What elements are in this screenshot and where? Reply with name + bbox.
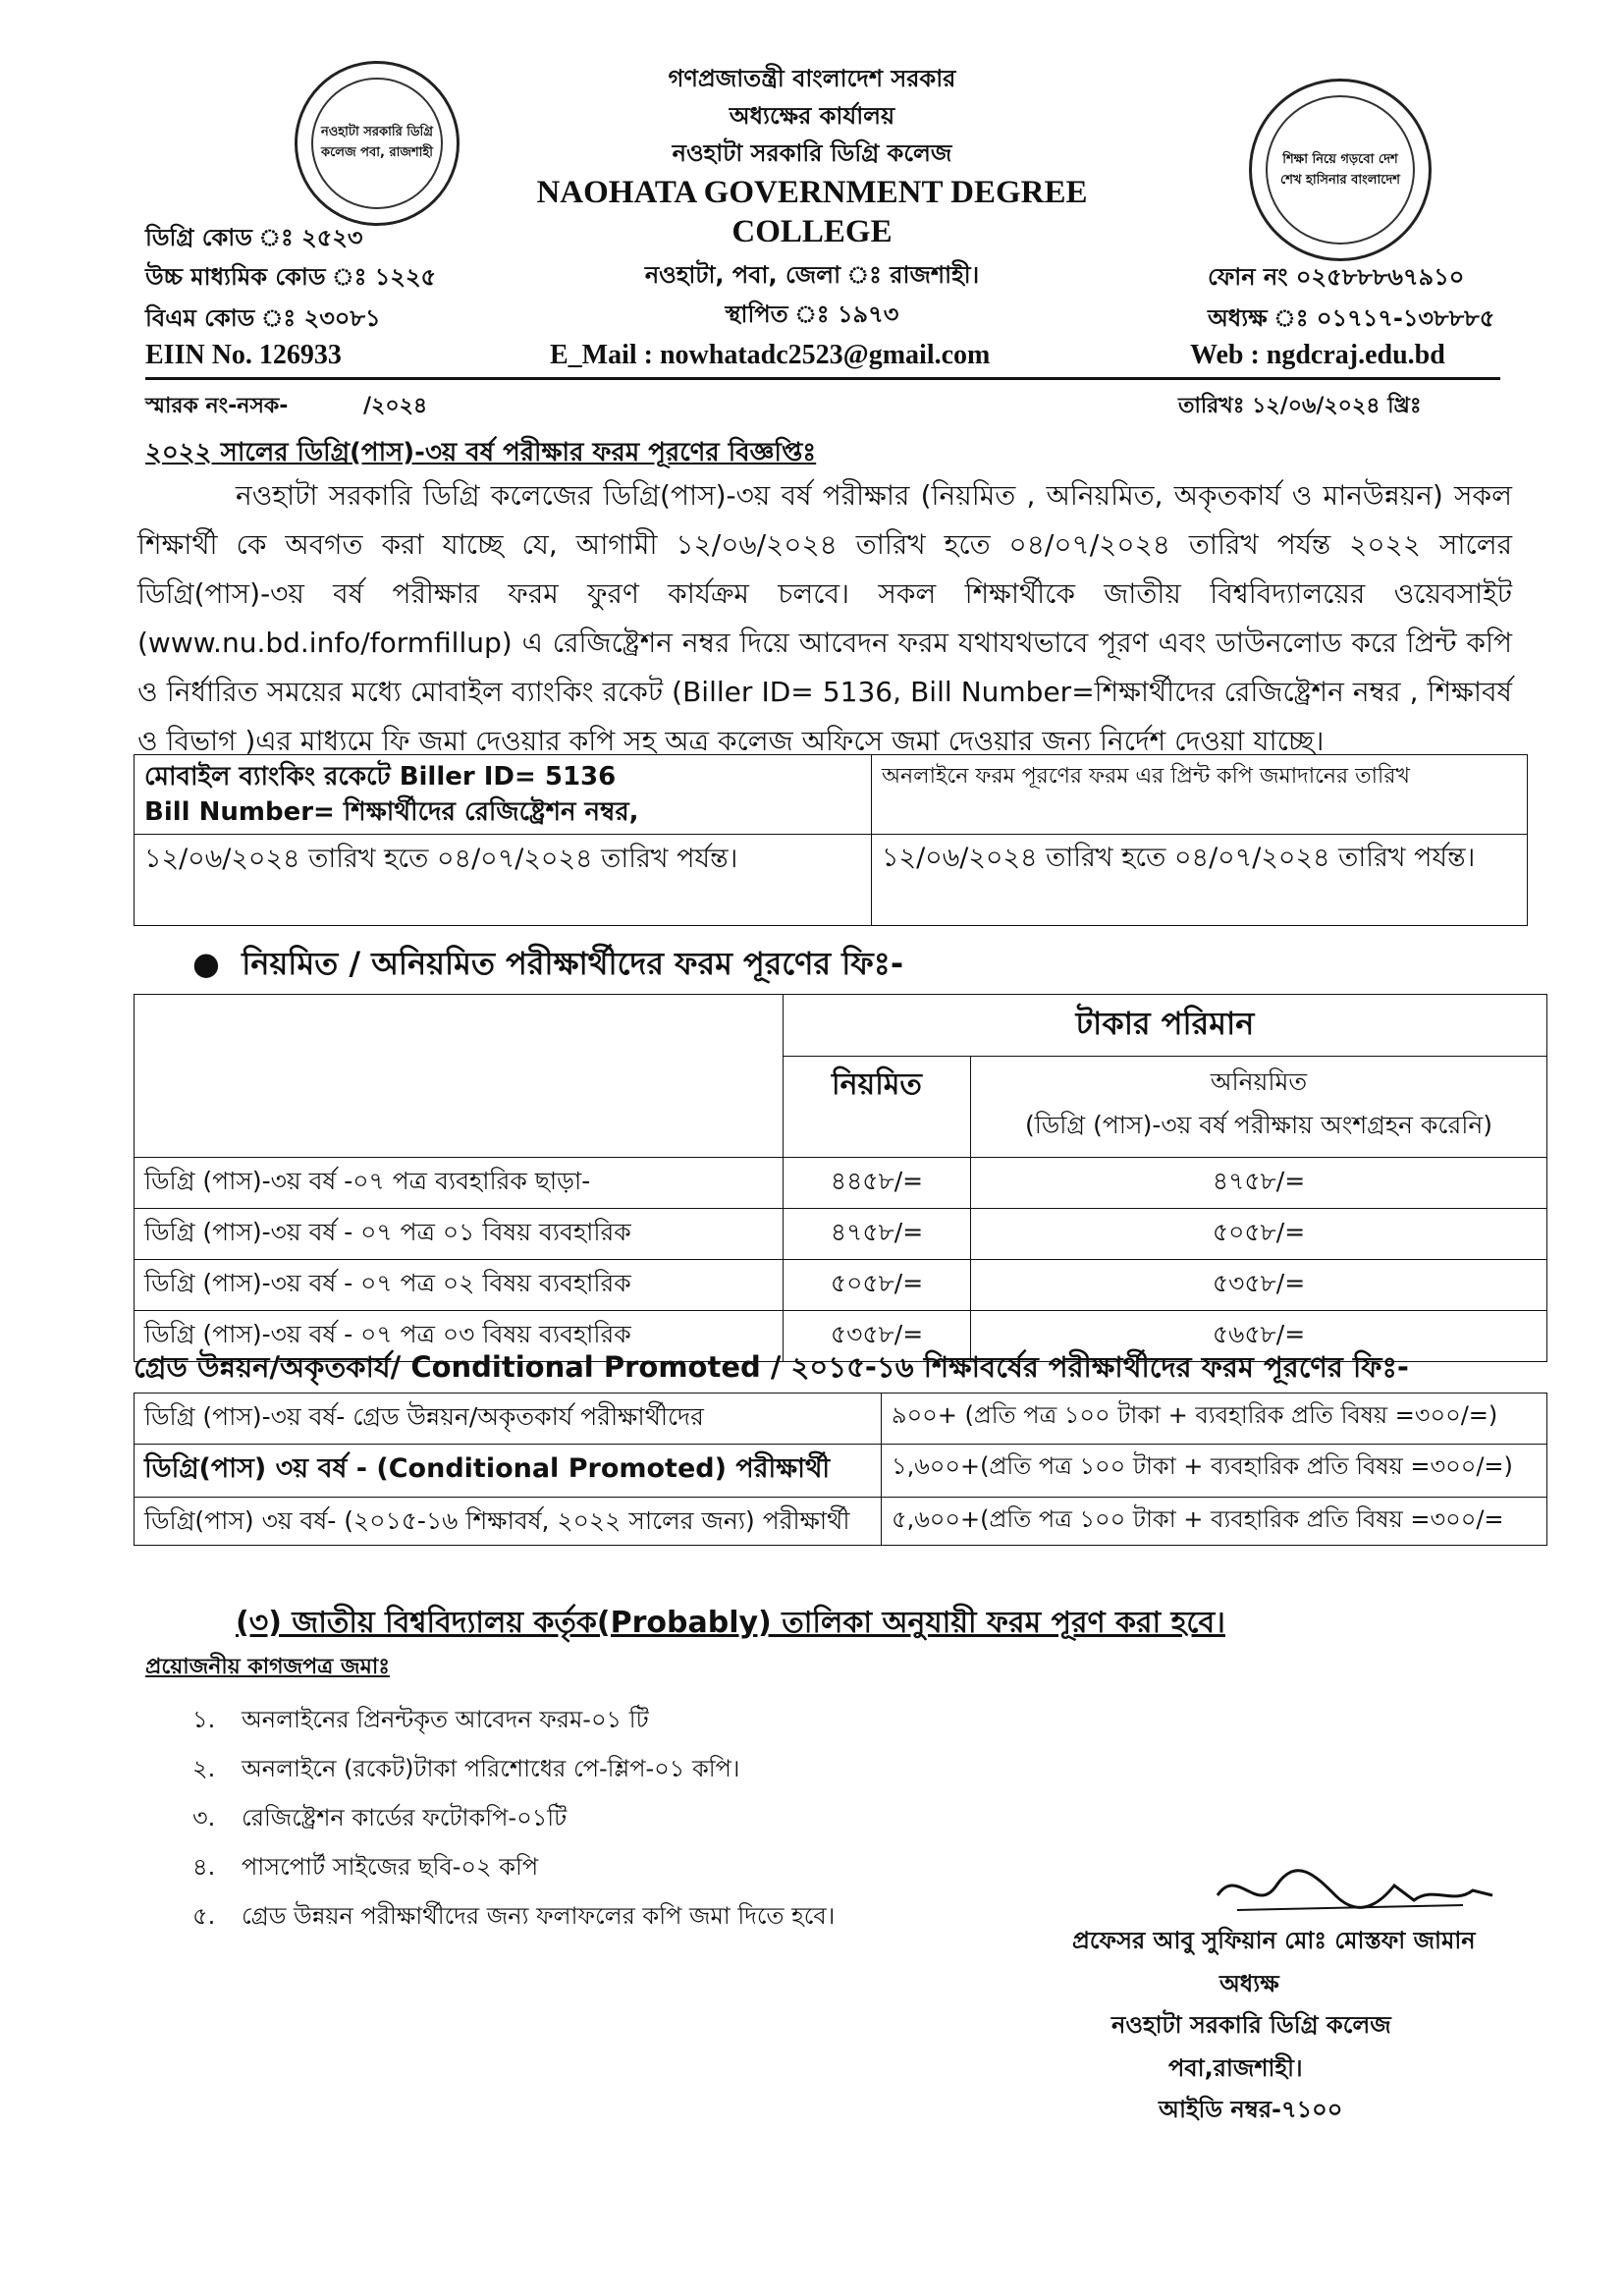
right-seal-text: শিক্ষা নিয়ে গড়বো দেশ শেখ হাসিনার বাংলাদেশ [1280, 152, 1400, 188]
memo-date: তারিখঃ ১২/০৬/২০২৪ খ্রিঃ [1178, 394, 1422, 418]
bm-code: বিএম কোড ঃ ২৩০৮১ [145, 304, 381, 332]
irregular-head-sub: (ডিগ্রি (পাস)-৩য় বর্ষ পরীক্ষায় অংশগ্রহন করেনি) [1024, 1111, 1493, 1139]
signatory-id: আইডি নম্বর-৭১০০ [1159, 2096, 1343, 2123]
fee-table [134, 994, 1547, 1362]
list-item [192, 1842, 835, 1891]
established: স্থাপিত ঃ ১৯৭৩ [725, 301, 899, 328]
table-row [135, 1158, 1547, 1209]
list-item-text: অনলাইনের প্রিনন্টকৃত আবেদন ফরম-০১ টি [242, 1706, 649, 1733]
fee-row-label: ডিগ্রি (পাস)-৩য় বর্ষ - ০৭ পত্র ০১ বিষয় ব্যবহারিক [135, 1209, 784, 1260]
fee-row-regular: ৪৭৫৮/= [784, 1209, 971, 1260]
office-line: অধ্যক্ষের কার্যালয় [729, 102, 895, 130]
signatory-title: অধ্যক্ষ [1219, 1970, 1279, 1997]
fee-heading [192, 939, 903, 992]
grade-row-label: ডিগ্রি(পাস) ৩য় বর্ষ - (Conditional Promoted) পরীক্ষার্থী [135, 1445, 882, 1498]
list-item [192, 1744, 835, 1793]
documents-heading: প্রয়োজনীয় কাগজপত্র জমাঃ [145, 1655, 390, 1679]
list-item-number: ৪. [192, 1853, 216, 1881]
grade-table [134, 1393, 1547, 1546]
bill-number-line: Bill Number= শিক্ষার্থীদের রেজিষ্ট্রেশন নম্বর, [144, 797, 639, 827]
bullet-icon: ● [192, 945, 243, 982]
regular-head: নিয়মিত [784, 1057, 971, 1158]
fee-row-label: ডিগ্রি (পাস)-৩য় বর্ষ - ০৭ পত্র ০২ বিষয় ব্যবহারিক [135, 1260, 784, 1311]
website: Web : ngdcraj.edu.bd [1190, 340, 1445, 370]
hsc-code: উচ্চ মাধ্যমিক কোড ঃ ১২২৫ [145, 263, 437, 291]
grade-heading: গ্রেড উন্নয়ন/অকৃতকার্য/ Conditional Promoted / ২০১৫-১৬ শিক্ষাবর্ষের পরীক্ষার্থীদের ফরম পূরণের ফিঃ- [134, 1350, 1409, 1384]
schedule-table [134, 754, 1528, 926]
fee-row-regular: ৫০৫৮/= [784, 1260, 971, 1311]
irregular-head-title: অনিয়মিত [1210, 1067, 1308, 1096]
degree-code: ডিগ্রি কোড ঃ ২৫২৩ [145, 224, 363, 251]
fee-row-irregular: ৫০৫৮/= [971, 1209, 1547, 1260]
fee-row-regular: ৪৪৫৮/= [784, 1158, 971, 1209]
fee-row-irregular: ৫৬৫৮/= [971, 1311, 1547, 1362]
header-divider [145, 377, 1500, 380]
nu-note: (৩) জাতীয় বিশ্ববিদ্যালয় কর্তৃক(Probably) তালিকা অনুযায়ী ফরম পূরণ করা হবে। [236, 1606, 1225, 1640]
list-item-text: গ্রেড উন্নয়ন পরীক্ষার্থীদের জন্য ফলাফলের কপি জমা দিতে হবে। [242, 1902, 836, 1930]
list-item-number: ২. [192, 1755, 216, 1782]
college-name-en: NAOHATA GOVERNMENT DEGREE [536, 175, 1088, 210]
fee-row-irregular: ৪৭৫৮/= [971, 1158, 1547, 1209]
fee-row-regular: ৫৩৫৮/= [784, 1311, 971, 1362]
schedule-left-head [135, 755, 872, 835]
fee-row-irregular: ৫৩৫৮/= [971, 1260, 1547, 1311]
list-item-number: ৩. [192, 1804, 216, 1831]
irregular-head [971, 1057, 1547, 1158]
table-row [135, 1394, 1547, 1445]
college-seal-right [1249, 79, 1432, 261]
college-name-en-2: COLLEGE [731, 214, 893, 249]
notice-body: নওহাটা সরকারি ডিগ্রি কলেজের ডিগ্রি(পাস)-৩য় বর্ষ পরীক্ষার (নিয়মিত , অনিয়মিত, অকৃতকার্য ও মানউন্নয়ন) সকল শিক্ষার্থী কে অবগত করা যাচ্ছে যে, আগামী ১২/০৬/২০২৪ তারিখ হতে ০৪/০৭/২০২৪ তারিখ পর্যন্ত ২০২২ সালের ডিগ্রি(পাস)-৩য় বর্ষ পরীক্ষার ফরম ফুরণ কার্যক্রম চলবে। সকল শিক্ষার্থীকে জাতীয় বিশ্ববিদ্যালয়ের ওয়েবসাইট (www.nu.bd.info/formfillup) এ রেজিষ্ট্রেশন নম্বর দিয়ে আবেদন ফরম যথাযথভাবে পূরণ এবং ডাউনলোড করে প্রিন্ট কপি ও নির্ধারিত সময়ের মধ্যে মোবাইল ব্যাংকিং রকেট (Biller ID= 5136, Bill Number=শিক্ষার্থীদের রেজিষ্ট্রেশন নম্বর , শিক্ষাবর্ষ ও বিভাগ )এর মাধ্যমে ফি জমা দেওয়ার কপি সহ অত্র কলেজ অফিসে জমা দেওয়ার জন্য নির্দেশ দেওয়া যাচ্ছে। [137, 479, 1512, 757]
schedule-right-head: অনলাইনে ফরম পূরণের ফরম এর প্রিন্ট কপি জমাদানের তারিখ [872, 755, 1528, 835]
principal-phone: অধ্যক্ষ ঃ ০১৭১৭-১৩৮৮৮৫ [1208, 304, 1495, 332]
list-item-text: অনলাইনে (রকেট)টাকা পরিশোধের পে-শ্লিপ-০১ কপি। [242, 1755, 740, 1782]
grade-row-label: ডিগ্রি (পাস)-৩য় বর্ষ- গ্রেড উন্নয়ন/অকৃতকার্য পরীক্ষার্থীদের [135, 1394, 882, 1445]
list-item-text: পাসপোর্ট সাইজের ছবি-০২ কপি [242, 1853, 539, 1881]
college-address: নওহাটা, পবা, জেলা ঃ রাজশাহী। [644, 261, 980, 289]
signatory-name: প্রফেসর আবু সুফিয়ান মোঃ মোস্তফা জামান [1072, 1927, 1476, 1954]
list-item-number: ১. [192, 1706, 216, 1733]
signatory-college: নওহাটা সরকারি ডিগ্রি কলেজ [1111, 2011, 1391, 2039]
schedule-left-date: ১২/০৬/২০২৪ তারিখ হতে ০৪/০৭/২০২৪ তারিখ পর্যন্ত। [135, 835, 872, 926]
grade-row-fee: ১,৬০০+(প্রতি পত্র ১০০ টাকা + ব্যবহারিক প্রতি বিষয় =৩০০/=) [882, 1445, 1547, 1498]
documents-list [192, 1695, 835, 1941]
list-item [192, 1695, 835, 1744]
list-item-number: ৫. [192, 1902, 216, 1930]
college-name-bn: নওহাটা সরকারি ডিগ্রি কলেজ [672, 139, 952, 167]
amount-head: টাকার পরিমান [784, 995, 1547, 1057]
list-item-text: রেজিষ্ট্রেশন কার্ডের ফটোকপি-০১টি [242, 1804, 568, 1831]
email-address: E_Mail : nowhatadc2523@gmail.com [550, 340, 991, 370]
notice-title: ২০২২ সালের ডিগ্রি(পাস)-৩য় বর্ষ পরীক্ষার ফরম পূরণের বিজ্ঞপ্তিঃ [145, 438, 817, 467]
grade-row-label: ডিগ্রি(পাস) ৩য় বর্ষ- (২০১৫-১৬ শিক্ষাবর্ষ, ২০২২ সালের জন্য) পরীক্ষার্থী [135, 1498, 882, 1546]
fee-row-label: ডিগ্রি (পাস)-৩য় বর্ষ - ০৭ পত্র ০৩ বিষয় ব্যবহারিক [135, 1311, 784, 1362]
eiin-number: EIIN No. 126933 [145, 340, 342, 370]
fee-label-head [135, 995, 784, 1158]
phone-number: ফোন নং ০২৫৮৮৮৬৭৯১০ [1208, 263, 1465, 291]
biller-id-line: মোবাইল ব্যাংকিং রকেটে Biller ID= 5136 [144, 762, 617, 792]
schedule-right-date: ১২/০৬/২০২৪ তারিখ হতে ০৪/০৭/২০২৪ তারিখ পর্যন্ত। [872, 835, 1528, 926]
signatory-place: পবা,রাজশাহী। [1168, 2054, 1303, 2082]
gov-line: গণপ্রজাতন্ত্রী বাংলাদেশ সরকার [668, 65, 956, 92]
left-seal-text: নওহাটা সরকারি ডিগ্রি কলেজ পবা, রাজশাহী [320, 125, 434, 160]
table-row [135, 995, 1547, 1057]
list-item [192, 1891, 835, 1941]
table-row [135, 1260, 1547, 1311]
table-row [135, 755, 1528, 835]
fee-heading-text: নিয়মিত / অনিয়মিত পরীক্ষার্থীদের ফরম পূরণের ফিঃ- [242, 945, 904, 982]
memo-ref: স্মারক নং-নসক- /২০২৪ [145, 394, 428, 418]
grade-row-fee: ৫,৬০০+(প্রতি পত্র ১০০ টাকা + ব্যবহারিক প্রতি বিষয় =৩০০/= [882, 1498, 1547, 1546]
table-row [135, 1498, 1547, 1546]
table-row [135, 1209, 1547, 1260]
table-row [135, 835, 1528, 926]
list-item [192, 1793, 835, 1842]
grade-row-fee: ৯০০+ (প্রতি পত্র ১০০ টাকা + ব্যবহারিক প্রতি বিষয় =৩০০/=) [882, 1394, 1547, 1445]
table-row [135, 1445, 1547, 1498]
fee-row-label: ডিগ্রি (পাস)-৩য় বর্ষ -০৭ পত্র ব্যবহারিক ছাড়া- [135, 1158, 784, 1209]
signature-scribble [1208, 1856, 1502, 1925]
